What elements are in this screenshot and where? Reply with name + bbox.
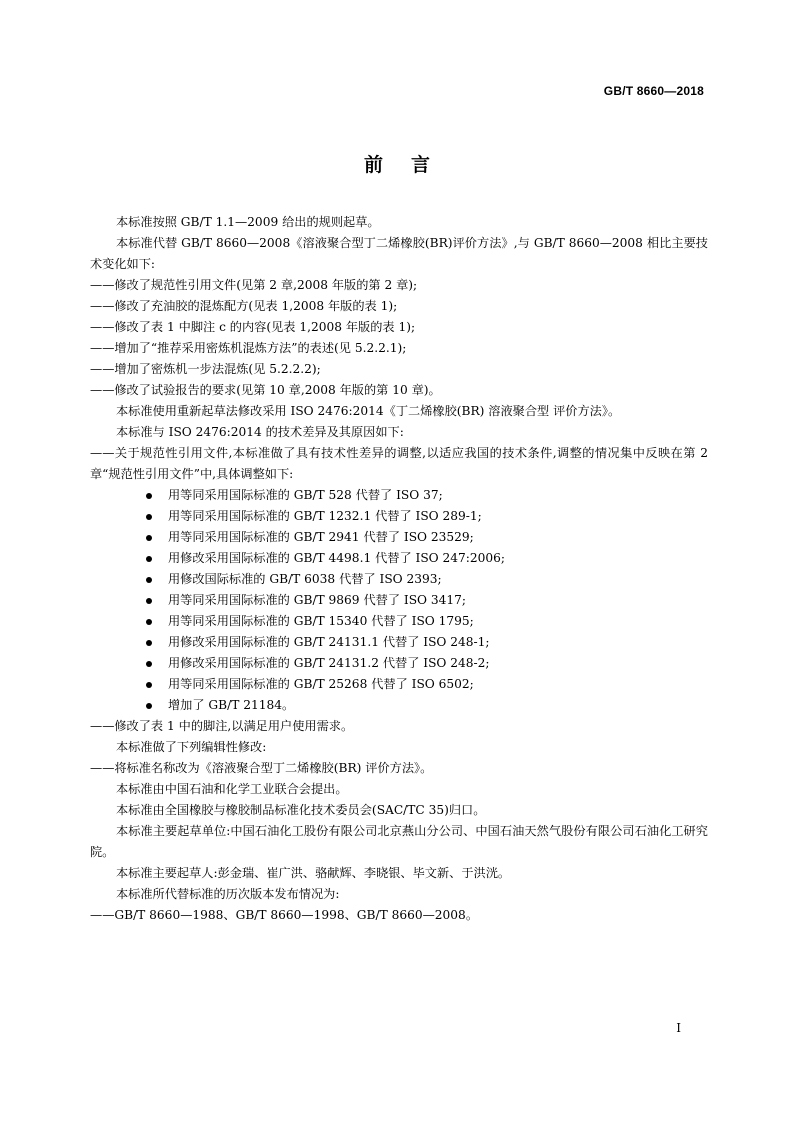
bullet-icon xyxy=(146,682,152,688)
paragraph-drafting-units: 本标准主要起草单位:中国石油化工股份有限公司北京燕山分公司、中国石油天然气股份有限公司石油化工研究院。 xyxy=(90,824,708,859)
bullet-icon xyxy=(146,514,152,520)
list-item xyxy=(90,590,708,611)
list-item xyxy=(90,527,708,548)
list-item-text: 用修改采用国际标准的 GB/T 24131.2 代替了 ISO 248-2; xyxy=(168,656,490,670)
list-item-text: 用等同采用国际标准的 GB/T 25268 代替了 ISO 6502; xyxy=(168,677,474,691)
editorial-item: ——将标准名称改为《溶液聚合型丁二烯橡胶(BR) 评价方法》。 xyxy=(90,761,433,775)
paragraph-drafting-rules: 本标准按照 GB/T 1.1—2009 给出的规则起草。 xyxy=(116,215,380,229)
change-item: ——修改了充油胶的混炼配方(见表 1,2008 年版的表 1); xyxy=(90,299,398,313)
list-item-text: 用等同采用国际标准的 GB/T 1232.1 代替了 ISO 289-1; xyxy=(168,509,482,523)
list-item-text: 用修改采用国际标准的 GB/T 24131.1 代替了 ISO 248-1; xyxy=(168,635,490,649)
bullet-icon xyxy=(146,619,152,625)
paragraph-committee: 本标准由全国橡胶与橡胶制品标准化技术委员会(SAC/TC 35)归口。 xyxy=(116,803,486,817)
paragraph-history-intro: 本标准所代替标准的历次版本发布情况为: xyxy=(116,887,340,901)
list-item-text: 用等同采用国际标准的 GB/T 9869 代替了 ISO 3417; xyxy=(168,593,467,607)
list-item xyxy=(90,674,708,695)
change-item: ——修改了试验报告的要求(见第 10 章,2008 年版的第 10 章)。 xyxy=(90,383,441,397)
paragraph-iso-adoption: 本标准使用重新起草法修改采用 ISO 2476:2014《丁二烯橡胶(BR) 溶液聚合型 评价方法》。 xyxy=(116,404,621,418)
bullet-icon xyxy=(146,535,152,541)
list-item-text: 用等同采用国际标准的 GB/T 2941 代替了 ISO 23529; xyxy=(168,530,474,544)
bullet-icon xyxy=(146,556,152,562)
paragraph-drafters: 本标准主要起草人:彭金瑞、崔广洪、骆献辉、李晓银、毕文新、于洪洸。 xyxy=(116,866,511,880)
change-item: ——修改了规范性引用文件(见第 2 章,2008 年版的第 2 章); xyxy=(90,278,418,292)
standard-code: GB/T 8660—2018 xyxy=(603,84,704,98)
list-item xyxy=(90,548,708,569)
change-item: ——增加了“推荐采用密炼机混炼方法”的表述(见 5.2.2.1); xyxy=(90,341,407,355)
list-item xyxy=(90,611,708,632)
bullet-icon xyxy=(146,640,152,646)
bullet-icon xyxy=(146,577,152,583)
bullet-icon xyxy=(146,661,152,667)
list-item xyxy=(90,653,708,674)
history-item: ——GB/T 8660—1988、GB/T 8660—1998、GB/T 8660—2008。 xyxy=(90,908,479,922)
paragraph-technical-differences: 本标准与 ISO 2476:2014 的技术差异及其原因如下: xyxy=(116,425,404,439)
change-item: ——增加了密炼机一步法混炼(见 5.2.2.2); xyxy=(90,362,321,376)
list-item xyxy=(90,632,708,653)
bullet-icon xyxy=(146,703,152,709)
list-item-text: 增加了 GB/T 21184。 xyxy=(168,698,295,712)
list-item-text: 用等同采用国际标准的 GB/T 15340 代替了 ISO 1795; xyxy=(168,614,474,628)
list-item-text: 用修改采用国际标准的 GB/T 4498.1 代替了 ISO 247:2006; xyxy=(168,551,506,565)
list-item-text: 用等同采用国际标准的 GB/T 528 代替了 ISO 37; xyxy=(168,488,443,502)
list-item xyxy=(90,506,708,527)
reference-adjustment-list xyxy=(90,485,708,716)
difference-item-footnote: ——修改了表 1 中的脚注,以满足用户使用需求。 xyxy=(90,719,354,733)
list-item xyxy=(90,569,708,590)
page-number: I xyxy=(676,1021,681,1035)
list-item xyxy=(90,485,708,506)
difference-item-references xyxy=(90,443,708,485)
foreword-body xyxy=(90,212,708,926)
paragraph-proposer: 本标准由中国石油和化学工业联合会提出。 xyxy=(116,782,348,796)
bullet-icon xyxy=(146,598,152,604)
difference-item-text: ——关于规范性引用文件,本标准做了具有技术性差异的调整,以适应我国的技术条件,调整的情况集中反映在第 2 章“规范性引用文件”中,具体调整如下: xyxy=(90,446,708,481)
paragraph-replacement: 本标准代替 GB/T 8660—2008《溶液聚合型丁二烯橡胶(BR)评价方法》,与 GB/T 8660—2008 相比主要技术变化如下: xyxy=(90,236,708,271)
list-item xyxy=(90,695,708,716)
change-item: ——修改了表 1 中脚注 c 的内容(见表 1,2008 年版的表 1); xyxy=(90,320,416,334)
bullet-icon xyxy=(146,493,152,499)
paragraph-editorial-changes: 本标准做了下列编辑性修改: xyxy=(116,740,267,754)
page-title: 前言 xyxy=(363,154,458,176)
list-item-text: 用修改国际标准的 GB/T 6038 代替了 ISO 2393; xyxy=(168,572,442,586)
